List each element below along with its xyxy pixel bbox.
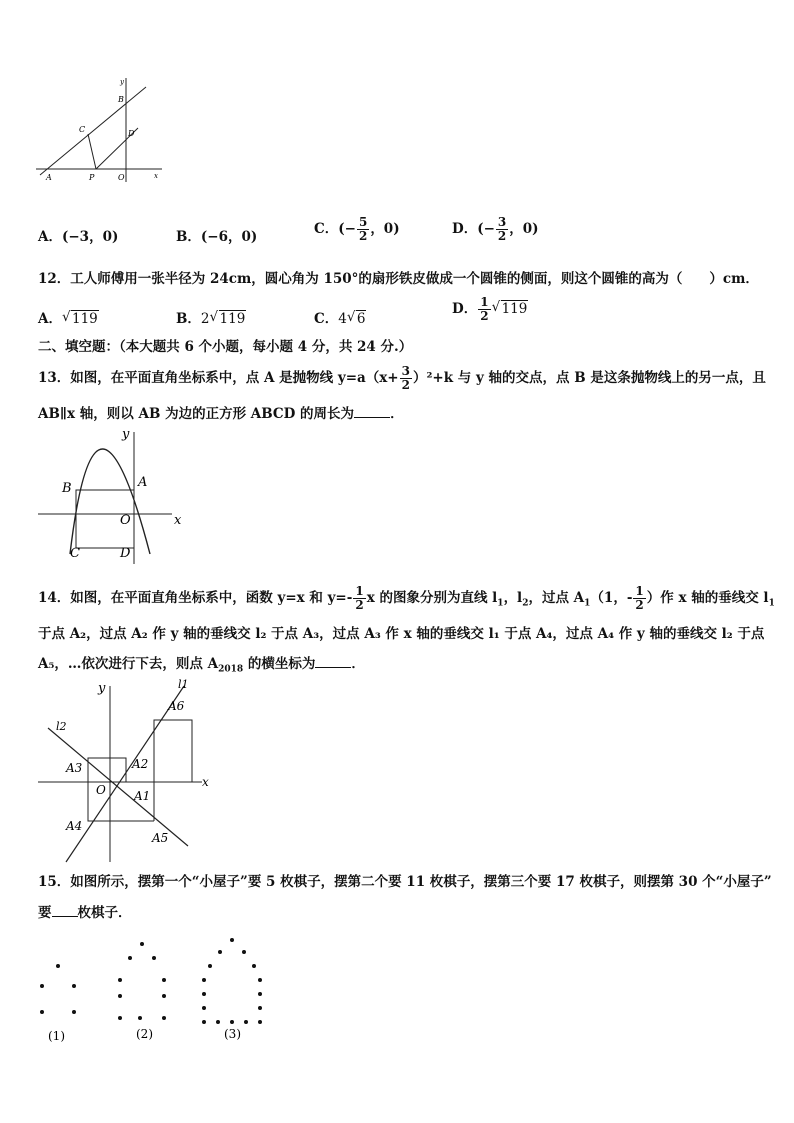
q12-option-c-sqrt: √ 6 [346, 309, 366, 327]
fig11-label-y: y [120, 78, 124, 86]
q15-answer-blank[interactable] [52, 904, 78, 917]
fig11-label-x: x [154, 172, 158, 180]
q14-line3: A₅，…依次进行下去，则点 $A_{2018}$ 的横坐标为 ． [38, 656, 365, 675]
fig13-label-c: C [70, 546, 80, 561]
q11-option-c-fraction: $\frac{5}{2}$ [358, 215, 368, 243]
house-3 [202, 938, 262, 1024]
house-2 [118, 942, 166, 1020]
q12-option-a: A． √ 119 [38, 309, 98, 327]
fig14-label-a5: A5 [152, 831, 169, 845]
q15-figure [30, 932, 280, 1052]
fig13-label-x: x [174, 513, 182, 528]
fig14-label-a4: A4 [66, 819, 83, 833]
q12-question: 12．工人师傅用一张半径为 24cm，圆心角为 150°的扇形铁皮做成一个圆锥的侧面，则这个圆锥的高为（ ）cm． [38, 271, 759, 287]
fig11-label-p: P [89, 173, 95, 182]
q11-option-c [314, 216, 400, 243]
staircase-ext [154, 720, 192, 821]
q14-fraction-1: $\frac{1}{2}$ [355, 584, 364, 612]
q15-line2: 要 枚棋子． [38, 905, 132, 921]
q15-line1: 15．如图所示，摆第一个“小屋子”要 5 枚棋子，摆第二个要 11 枚棋子，摆第三个要 17 枚棋子，则摆第 30 个“小屋子” [38, 874, 772, 890]
fig14-label-l2: l2 [56, 720, 67, 733]
fig11-label-c: C [79, 125, 86, 134]
q13-figure [36, 424, 186, 564]
fig14-label-x: x [202, 775, 209, 789]
q11-option-b: B．(−6，0) [176, 229, 258, 245]
fig11-label-o: O [118, 173, 125, 182]
q13-fraction: $\frac{3}{2}$ [401, 364, 410, 392]
q11-option-d-fraction: $\frac{3}{2}$ [497, 215, 507, 243]
fig11-label-a: A [46, 173, 52, 182]
fig14-label-y: y [98, 681, 106, 696]
q11-option-d-post: ，0) [509, 221, 539, 237]
fig11-label-b: B [118, 95, 124, 104]
q13-line2: AB∥x 轴，则以 AB 为边的正方形 ABCD 的周长为 ． [38, 406, 404, 422]
q11-option-c-post: ，0) [370, 221, 400, 237]
fig14-label-a6: A6 [168, 699, 185, 713]
caption-3: (3) [224, 1027, 241, 1041]
segment-cp [88, 134, 96, 169]
q14-line2: 于点 A₂，过点 A₂ 作 y 轴的垂线交 l₂ 于点 A₃，过点 A₃ 作 x 轴的垂线交 l₁ 于点 A₄，过点 A₄ 作 y 轴的垂线交 l₂ 于点 [38, 626, 765, 642]
q12-option-b-sqrt: √ 119 [209, 309, 246, 327]
q11-option-c-pre: C．(− [314, 221, 356, 237]
fig13-label-d: D [120, 546, 131, 561]
house-1 [40, 964, 76, 1014]
q13-answer-blank[interactable] [354, 405, 390, 418]
section-heading: 二、填空题：（本大题共 6 个小题，每小题 4 分，共 24 分.） [38, 339, 413, 355]
q14-line1: 14．如图，在平面直角坐标系中，函数 y=x 和 y=- $\frac{1}{2}$ x 的图象分别为直线 $l_1$，$l_2$，过点 $A_1(1$，- $\frac{1}{2}$ ）作 x 轴的垂线交 $l_1$ [38, 584, 775, 612]
q11-option-a: A．(−3，0) [38, 229, 119, 245]
caption-1: (1) [48, 1029, 65, 1043]
q12-option-d: D． $\frac{1}{2}$ √ 119 [452, 295, 528, 323]
q12-option-a-sqrt: √ 119 [61, 309, 98, 327]
q12-option-b: B．2 √ 119 [176, 309, 246, 327]
fig14-label-a2: A2 [132, 757, 149, 771]
fig13-label-y: y [122, 427, 130, 442]
fig13-label-b: B [62, 481, 72, 496]
fig14-label-l1: l1 [178, 678, 189, 691]
q13-line1: 13．如图，在平面直角坐标系中，点 A 是抛物线 y=a（x+ $\frac{3}{2}$ ）²+k 与 y 轴的交点，点 B 是这条抛物线上的另一点，且 [38, 364, 766, 392]
fig14-label-a1: A1 [134, 789, 151, 803]
fig13-label-o: O [120, 513, 131, 528]
caption-2: (2) [136, 1027, 153, 1041]
q14-answer-blank[interactable] [315, 655, 351, 668]
parabola [70, 449, 150, 554]
q12-option-c: C．4 √ 6 [314, 309, 366, 327]
q12-option-d-fraction: $\frac{1}{2}$ [480, 295, 489, 323]
q11-option-d-pre: D．(− [452, 221, 495, 237]
q11-figure [34, 74, 164, 184]
fig14-label-a3: A3 [66, 761, 83, 775]
fig11-label-d: D [128, 129, 135, 138]
q12-option-d-sqrt: √ 119 [491, 299, 528, 317]
fig14-label-o: O [96, 783, 106, 797]
fig13-label-a: A [138, 475, 148, 490]
q14-fraction-2: $\frac{1}{2}$ [635, 584, 644, 612]
q14-figure [36, 676, 216, 866]
q11-option-d [452, 216, 539, 243]
